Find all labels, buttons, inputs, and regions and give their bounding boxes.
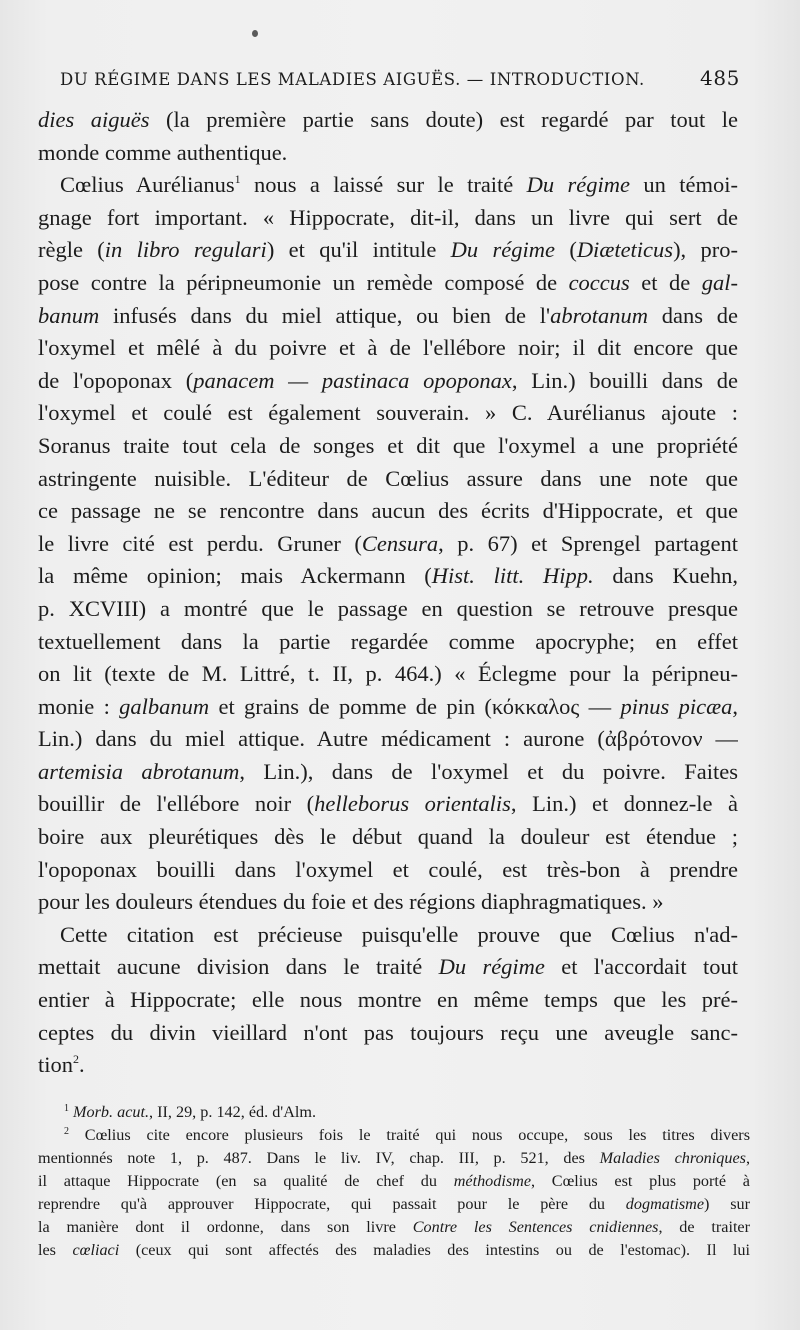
text-line: artemisia abrotanum, Lin.), dans de l'oxymel et du poivre. Faites bbox=[38, 758, 738, 784]
text-line: textuellement dans la partie regardée comme apocryphe; en effet bbox=[38, 628, 738, 654]
text-line: ce passage ne se rencontre dans aucun des écrits d'Hippocrate, et que bbox=[38, 498, 738, 524]
text-line: Lin.) dans du miel attique. Autre médicament : aurone (ἀβρότονον — bbox=[38, 726, 738, 752]
text-line: banum infusés dans du miel attique, ou bien de l'abrotanum dans de bbox=[38, 302, 738, 328]
footnote: $^1$ Morb. acut., II, 29, p. 142, éd. d'Alm. bbox=[64, 1103, 317, 1121]
footnote-line: les cœliaci (ceux qui sont affectés des maladies des intestins ou de l'estomac). Il lui bbox=[38, 1241, 750, 1259]
text-line: dies aiguës (la première partie sans doute) est regardé par tout le bbox=[38, 107, 738, 132]
text-line: Cette citation est précieuse puisqu'elle prouve que Cœlius n'ad- bbox=[60, 921, 738, 947]
page-number: 485 bbox=[700, 66, 740, 90]
footnotes bbox=[38, 1101, 750, 1262]
text-line: p. XCVIII) a montré que le passage en question se retrouve presque bbox=[38, 595, 738, 621]
text-line: ceptes du divin vieillard n'ont pas toujours reçu une aveugle sanc- bbox=[38, 1019, 738, 1045]
footnote: $^2$ Cœlius cite encore plusieurs fois le traité qui nous occupe, sous les titres divers bbox=[64, 1126, 750, 1144]
text-line: le livre cité est perdu. Gruner (Censura, p. 67) et Sprengel partagent bbox=[38, 530, 738, 556]
text-line: on lit (texte de M. Littré, t. II, p. 464.) « Éclegme pour la péripneu- bbox=[38, 661, 738, 687]
text-line: monde comme authentique. bbox=[38, 139, 288, 165]
footnote-line: il attaque Hippocrate (en sa qualité de chef du méthodisme, Cœlius est plus porté à bbox=[38, 1172, 750, 1190]
text-line: l'opoponax bouilli dans l'oxymel et coulé, est très-bon à prendre bbox=[38, 856, 738, 882]
text-line: Soranus traite tout cela de songes et dit que l'oxymel a une propriété bbox=[38, 432, 738, 458]
text-line: pose contre la péripneumonie un remède composé de coccus et de gal- bbox=[38, 269, 738, 295]
text-line: Cœlius Aurélianus$^1$ nous a laissé sur le traité Du régime un témoi- bbox=[60, 172, 738, 198]
ink-speck bbox=[252, 30, 258, 37]
text-line: mettait aucune division dans le traité Du régime et l'accordait tout bbox=[38, 954, 738, 980]
text-line: règle (in libro regulari) et qu'il intitule Du régime (Diæteticus), pro- bbox=[38, 237, 738, 263]
text-line: la même opinion; mais Ackermann (Hist. litt. Hipp. dans Kuehn, bbox=[38, 563, 738, 589]
text-line: astringente nuisible. L'éditeur de Cœlius assure dans une note que bbox=[38, 465, 738, 491]
text-line: tion$^2$. bbox=[38, 1052, 85, 1078]
footnote-line: la manière dont il ordonne, dans son livre Contre les Sentences cnidiennes, de traiter bbox=[38, 1218, 750, 1236]
footnote-line: mentionnés note 1, p. 487. Dans le liv. IV, chap. III, p. 521, des Maladies chroniques, bbox=[38, 1149, 750, 1167]
running-header bbox=[60, 66, 740, 94]
footnote-ref: 2 bbox=[73, 1052, 80, 1067]
text-line: bouillir de l'ellébore noir (helleborus orientalis, Lin.) et donnez-le à bbox=[38, 791, 738, 817]
footnote-ref: 1 bbox=[234, 172, 241, 187]
text-line: l'oxymel et coulé est également souverain. » C. Aurélianus ajoute : bbox=[38, 400, 738, 426]
text-line: monie : galbanum et grains de pomme de pin (κόκκαλος — pinus picæa, bbox=[38, 693, 738, 719]
body-text bbox=[38, 104, 738, 1082]
footnote-line: reprendre qu'à approuver Hippocrate, qui passait pour le père du dogmatisme) sur bbox=[38, 1195, 750, 1213]
text-line: pour les douleurs étendues du foie et des régions diaphragmatiques. » bbox=[38, 889, 664, 915]
text-line: boire aux pleurétiques dès le début quand la douleur est étendue ; bbox=[38, 824, 738, 850]
text-line: l'oxymel et mêlé à du poivre et à de l'ellébore noir; il dit encore que bbox=[38, 335, 738, 361]
running-title: DU RÉGIME DANS LES MALADIES AIGUËS. — INTRODUCTION. bbox=[60, 70, 645, 89]
text-line: entier à Hippocrate; elle nous montre en même temps que les pré- bbox=[38, 987, 738, 1013]
text-line: gnage fort important. « Hippocrate, dit-il, dans un livre qui sert de bbox=[38, 204, 738, 230]
text-line: de l'opoponax (panacem — pastinaca opoponax, Lin.) bouilli dans de bbox=[38, 367, 738, 393]
